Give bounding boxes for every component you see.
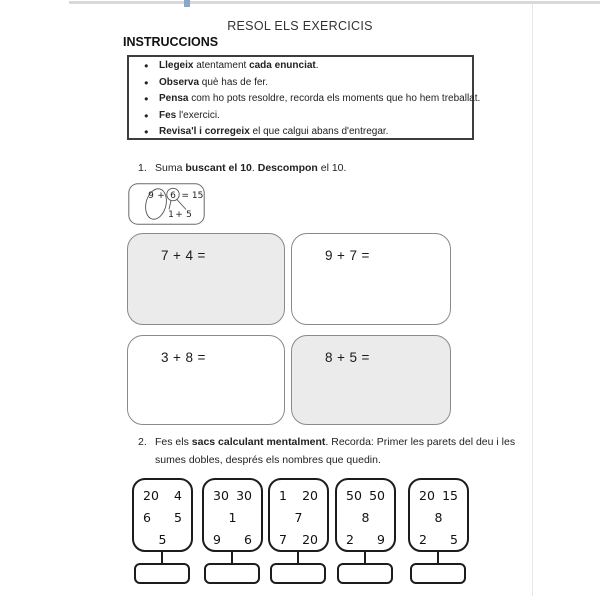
bullet-icon: ● [144, 94, 149, 103]
example-digit: 6 [170, 190, 176, 201]
exercise1-heading [138, 162, 346, 174]
bag-number: 7 [294, 509, 303, 525]
bag-number: 50 [346, 487, 362, 503]
bag-2-stem [231, 552, 233, 563]
instruction-bold: cada enunciat [249, 60, 316, 71]
bag-number: 9 [377, 531, 385, 547]
bullet-icon: ● [144, 127, 149, 136]
bag-number: 30 [236, 487, 252, 503]
exercise2-heading-line1 [138, 436, 515, 448]
exercise2-number: 2. [138, 436, 147, 448]
instruction-item [129, 58, 472, 75]
page-title: RESOL ELS EXERCICIS [227, 19, 373, 33]
instruction-text: el que calgui abans d'entregar. [249, 126, 389, 137]
bag-row [204, 528, 261, 550]
problem-box-3[interactable] [127, 335, 285, 425]
bag-number: 50 [369, 487, 385, 503]
bag-3-answer-box[interactable] [270, 563, 326, 584]
instruction-text: atentament [193, 60, 250, 71]
bag-number: 20 [302, 531, 318, 547]
instruction-text: l'exercici. [176, 109, 220, 121]
exercise2-bold: sacs calculant mentalment [191, 436, 326, 448]
exercise1-text: . [251, 162, 258, 174]
bag-5-answer-box[interactable] [410, 563, 466, 584]
exercise1-text: el 10. [317, 162, 347, 174]
bag-3 [268, 478, 329, 552]
bag-number: 30 [213, 487, 229, 503]
example-digit: 9 [148, 191, 154, 201]
page-margin-guide [532, 4, 533, 596]
bag-1-stem [161, 552, 163, 563]
instruction-text: què has de fer. [199, 76, 268, 88]
bag-number: 4 [174, 487, 182, 503]
bag-number: 5 [450, 531, 458, 547]
instructions-heading: INSTRUCCIONS [123, 35, 219, 49]
bag-number: 8 [361, 509, 370, 525]
problem-equation: 3 + 8 = [161, 350, 206, 365]
exercise1-bold: buscant el 10 [185, 162, 252, 174]
bag-number: 5 [158, 531, 167, 547]
bag-5 [408, 478, 469, 552]
bag-row [134, 506, 191, 528]
bag-number: 2 [346, 531, 354, 547]
bullet-icon: ● [144, 61, 149, 70]
bag-number: 1 [228, 509, 237, 525]
bag-row [134, 484, 191, 506]
bag-1-answer-box[interactable] [134, 563, 190, 584]
bag-row [204, 506, 261, 528]
example-result: = 15 [181, 190, 204, 201]
instruction-item [129, 91, 481, 108]
example-plus: + [157, 191, 165, 201]
bag-row [337, 506, 394, 528]
bag-row [410, 528, 467, 550]
bag-row [337, 528, 394, 550]
problem-equation: 9 + 7 = [325, 248, 370, 263]
problem-equation: 8 + 5 = [325, 350, 370, 365]
bag-5-stem [437, 552, 439, 563]
instruction-text: com ho pots resoldre, recorda els moments que ho hem treballat. [188, 93, 481, 104]
problem-box-1[interactable] [127, 233, 285, 325]
bag-row [270, 528, 327, 550]
instruction-bold: Pensa [159, 93, 189, 104]
problem-box-2[interactable] [291, 233, 451, 325]
exercise2-text: . Recorda: Primer les parets del deu i les [325, 436, 516, 448]
bag-number: 7 [279, 531, 287, 547]
bullet-icon: ● [144, 77, 149, 87]
bag-row [337, 484, 394, 506]
bag-4-answer-box[interactable] [337, 563, 393, 584]
example-plus: + [175, 210, 183, 220]
bag-number: 1 [279, 487, 287, 503]
bag-number: 6 [143, 509, 151, 525]
decomposition-example [128, 183, 205, 225]
bag-number: 2 [419, 531, 427, 547]
instruction-bold: Llegeix [159, 60, 194, 71]
instruction-item [129, 75, 472, 92]
bag-row [204, 484, 261, 506]
exercise1-number: 1. [138, 162, 147, 174]
bag-3-stem [297, 552, 299, 563]
bag-number: 8 [434, 509, 443, 525]
bag-1 [132, 478, 193, 552]
bag-row [410, 484, 467, 506]
instruction-item [129, 108, 472, 125]
problem-box-4[interactable] [291, 335, 451, 425]
bullet-icon: ● [144, 110, 149, 120]
split-line-left [169, 201, 171, 210]
bag-number: 20 [143, 487, 159, 503]
instruction-text: . [315, 60, 319, 71]
bag-number: 20 [419, 487, 435, 503]
instruction-bold: Revisa'l i corregeix [159, 126, 250, 137]
example-digit: 5 [186, 210, 192, 220]
page-top-edge [69, 1, 600, 4]
bag-number: 5 [174, 509, 182, 525]
bag-row [270, 484, 327, 506]
instruction-bold: Fes [159, 109, 177, 121]
bag-2 [202, 478, 263, 552]
bag-4-stem [364, 552, 366, 563]
bag-4 [335, 478, 396, 552]
ellipse-around-9-and-1 [143, 187, 170, 222]
bag-number: 15 [442, 487, 458, 503]
bag-number: 9 [213, 531, 221, 547]
exercise2-heading-line2: sumes dobles, després els nombres que quedin. [155, 454, 381, 466]
problem-equation: 7 + 4 = [161, 248, 206, 263]
exercise2-text: Fes els [155, 436, 192, 448]
instruction-item [129, 124, 472, 141]
example-digit: 1 [168, 210, 174, 220]
bag-row [134, 528, 191, 550]
bag-row [410, 506, 467, 528]
instruction-bold: Observa [159, 76, 200, 88]
bag-row [270, 506, 327, 528]
bag-number: 6 [244, 531, 252, 547]
instructions-box [127, 55, 481, 140]
instructions-list [129, 57, 481, 141]
cursor-artifact [184, 0, 190, 7]
exercise1-bold: Descompon [257, 162, 318, 174]
decomposition-example-drawing [128, 183, 205, 225]
bag-2-answer-box[interactable] [204, 563, 260, 584]
bag-number: 20 [302, 487, 318, 503]
exercise1-text: Suma [155, 162, 186, 174]
